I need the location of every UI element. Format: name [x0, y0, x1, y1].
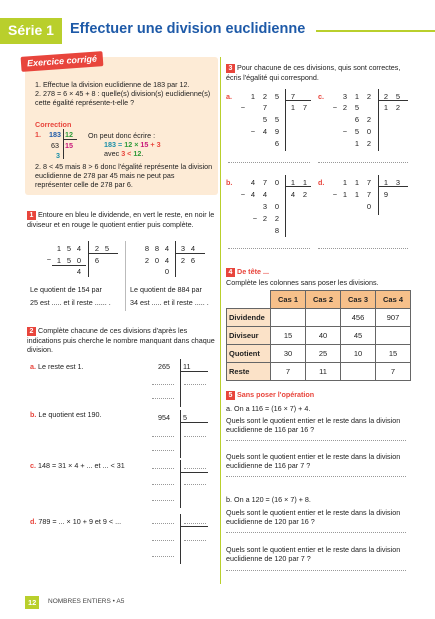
ex3-c-quotient: 1	[383, 103, 389, 112]
ex3-a-bar	[285, 89, 286, 151]
corrige-tag: Exercice corrigé	[21, 51, 104, 72]
ex3-d-digit: 1	[354, 178, 360, 187]
ex2-b-blank[interactable]	[184, 436, 206, 437]
ex2-b-bar	[180, 410, 181, 458]
ex5-b-q2-answer[interactable]	[226, 570, 406, 571]
table-row	[227, 327, 411, 345]
corrige-rest: 3	[56, 151, 60, 160]
ex3-c-row: 2	[342, 103, 348, 112]
ex1-instruction: 1 Entoure en bleu le dividende, en vert le reste, en noir le diviseur et en rouge le quotient entier puis complète.	[27, 210, 215, 229]
ex2-a-dividend: 265	[158, 362, 170, 371]
table-row	[227, 363, 411, 381]
ex3-b-quotient: 4	[290, 190, 296, 199]
ex2-d-blank[interactable]	[184, 540, 206, 541]
ex1-d2-rest: 0	[164, 267, 170, 276]
ex4-cell[interactable]	[271, 309, 306, 327]
ex2-a-divisor: 11	[183, 362, 191, 371]
ex1-d1-minus: −	[46, 255, 52, 264]
ex2-a-line	[180, 371, 208, 372]
ex4-cell: 45	[341, 327, 376, 345]
ex3-c-row: 2	[366, 139, 372, 148]
ex1-d1-digit: 1	[56, 244, 62, 253]
ex3-b-row: 4	[262, 190, 268, 199]
table-row	[227, 309, 411, 327]
ex1-separator	[125, 241, 126, 311]
ex4-header: Cas 4	[376, 291, 411, 309]
ex3-b-divisor: 1	[302, 178, 308, 187]
ex4-cell: 25	[306, 345, 341, 363]
ex1-d1-digit: 4	[76, 244, 82, 253]
ex5-b-q2: Quels sont le quotient entier et le reste dans la division euclidienne de 120 par 7 ?	[226, 545, 401, 563]
ex3-d-row: 7	[366, 190, 372, 199]
ex5-title: 5 Sans poser l'opération	[226, 390, 314, 400]
ex1-badge: 1	[27, 211, 36, 220]
corrige-div-line	[63, 139, 77, 140]
ex3-c-divisor: 2	[383, 92, 389, 101]
ex3-c-row: 2	[366, 115, 372, 124]
ex3-d-digit: 1	[342, 178, 348, 187]
ex3-a-quotient: 1	[290, 103, 296, 112]
ex3-b-digit: 0	[274, 178, 280, 187]
ex1-d1-sub: 5	[66, 256, 72, 265]
corrige-divisor: 12	[65, 130, 73, 139]
ex2-d-blank[interactable]	[152, 523, 174, 524]
ex1-d2-divisor: 4	[190, 244, 196, 253]
serie-tab: Série 1	[0, 18, 62, 44]
ex1-caption1b[interactable]: 25 est ..... et il reste ...... .	[30, 298, 111, 307]
ex1-d2-sub: 0	[154, 256, 160, 265]
ex2-instruction: 2 Complète chacune de ces divisions d'après les indications puis cherche le nombre manquant dans chaque division.	[27, 326, 215, 354]
ex4-cell: 7	[271, 363, 306, 381]
corrige-q2: 2. 278 = 6 × 45 + 8 : quelle(s) division(s) euclidienne(s) cette égalité représente-t-elle ?	[35, 89, 211, 107]
ex3-b-digit: 4	[250, 178, 256, 187]
ex3-c-answer[interactable]	[318, 162, 408, 163]
ex1-d2-sub: 4	[164, 256, 170, 265]
ex4-title: 4 De tête ...	[226, 267, 269, 277]
ex3-b-digit: 7	[262, 178, 268, 187]
ex3-c-row: 6	[354, 115, 360, 124]
ex1-d2-digit: 4	[164, 244, 170, 253]
ex2-a-bar	[180, 359, 181, 407]
ex3-b-quotient: 2	[302, 190, 308, 199]
ex3-c-row: 0	[366, 127, 372, 136]
ex3-c-bar	[378, 89, 379, 151]
corrige-sub: 63	[51, 141, 59, 150]
ex4-cell: 15	[376, 345, 411, 363]
ex2-a-blank[interactable]	[184, 384, 206, 385]
ex3-b-label: b.	[226, 178, 233, 187]
ex4-cell: 30	[271, 345, 306, 363]
ex4-cell: 907	[376, 309, 411, 327]
ex2-a-blank[interactable]	[152, 384, 174, 385]
ex2-b-divisor: 5	[183, 413, 187, 422]
corrige-text1: On peut donc écrire :	[88, 131, 156, 140]
ex1-d2-quotient: 6	[190, 256, 196, 265]
ex4-header: Cas 1	[271, 291, 306, 309]
ex1-d1-quotient: 6	[94, 256, 100, 265]
ex5-b-q1: Quels sont le quotient entier et le reste dans la division euclidienne de 120 par 16 ?	[226, 508, 401, 526]
ex3-b-divisor: 1	[290, 178, 296, 187]
ex3-a-row: 7	[262, 103, 268, 112]
ex1-d1-divisor: 2	[94, 244, 100, 253]
ex1-d1-digit: 5	[66, 244, 72, 253]
ex3-badge: 3	[226, 64, 235, 73]
ex1-d2-digit: 8	[144, 244, 150, 253]
ex1-d1-rest: 4	[76, 267, 82, 276]
ex3-d-divisor: 1	[383, 178, 389, 187]
ex2-d: d. 789 = ... × 10 + 9 et 9 < ...	[30, 517, 122, 526]
ex2-c-line	[180, 472, 208, 473]
ex3-a-label: a.	[226, 92, 232, 101]
corrige-c2: 2. 8 < 45 mais 8 > 6 donc l'égalité représente la division euclidienne de 278 par 45 mais ne peut pas représenter celle de 278 par 6.	[35, 162, 213, 189]
ex4-cell: 11	[306, 363, 341, 381]
ex2-c-bar	[180, 460, 181, 508]
ex4-cell: 15	[271, 327, 306, 345]
ex5-a-q2-answer[interactable]	[226, 476, 406, 477]
ex3-d-row: 1	[354, 190, 360, 199]
ex3-b-row: 4	[250, 190, 256, 199]
ex2-d-bar	[180, 514, 181, 564]
ex2-d-blank[interactable]	[152, 556, 174, 557]
ex3-d-label: d.	[318, 178, 325, 187]
ex3-a-digit: 2	[262, 92, 268, 101]
ex3-d-bar	[378, 175, 379, 215]
ex3-c-row: 5	[354, 103, 360, 112]
column-divider	[220, 57, 221, 584]
corrige-dividend: 183	[49, 130, 61, 139]
ex3-d-row: 0	[366, 202, 372, 211]
ex2-c: c. 148 = 31 × 4 + ... et ... < 31	[30, 461, 125, 470]
ex3-b-row: 2	[274, 214, 280, 223]
ex3-b-answer[interactable]	[228, 248, 310, 249]
ex4-instruction: Complète les colonnes sans poser les divisions.	[226, 278, 379, 287]
ex4-table	[226, 290, 411, 381]
title-underline	[316, 30, 435, 32]
table-row	[227, 345, 411, 363]
ex4-header: Cas 3	[341, 291, 376, 309]
ex5-b-eq: b. On a 120 = (16 × 7) + 8.	[226, 495, 311, 504]
ex2-badge: 2	[27, 327, 36, 336]
ex3-b-row: 0	[274, 202, 280, 211]
ex3-a-digit: 5	[274, 92, 280, 101]
ex2-c-blank[interactable]	[152, 484, 174, 485]
ex3-c-digit: 2	[366, 92, 372, 101]
ex4-badge: 4	[226, 268, 235, 277]
ex3-b-row: 2	[262, 214, 268, 223]
ex4-header: Cas 2	[306, 291, 341, 309]
ex3-c-divisor: 5	[395, 92, 401, 101]
ex2-a-blank[interactable]	[152, 398, 174, 399]
corrige-equation: 183 = 12 × 15 + 3	[104, 140, 161, 149]
correction-label: Correction	[35, 120, 72, 129]
corrige-quotient: 15	[65, 141, 73, 150]
corrige-q1: 1. Effectue la division euclidienne de 183 par 12.	[35, 80, 190, 89]
ex3-b-row: 8	[274, 226, 280, 235]
ex1-d2-divisor: 3	[180, 244, 186, 253]
ex1-d1-sub: 1	[56, 256, 62, 265]
ex3-d-divisor: 3	[395, 178, 401, 187]
ex3-c-digit: 1	[354, 92, 360, 101]
ex2-b-dividend: 954	[158, 413, 170, 422]
ex3-d-quotient: 9	[383, 190, 389, 199]
corrige-div-bar	[63, 129, 64, 159]
corrige-condition: avec 3 < 12.	[104, 149, 144, 158]
ex2-c-blank[interactable]	[184, 484, 206, 485]
ex4-cell: 7	[376, 363, 411, 381]
ex2-c-blank[interactable]	[152, 500, 174, 501]
ex1-d1-divisor: 5	[104, 244, 110, 253]
ex1-d2-quotient: 2	[180, 256, 186, 265]
ex5-a-q2: Quels sont le quotient entier et le reste dans la division euclidienne de 116 par 7 ?	[226, 452, 401, 470]
ex3-a-row: 6	[274, 139, 280, 148]
ex4-cell: 10	[341, 345, 376, 363]
ex3-a-row: 9	[274, 127, 280, 136]
ex2-b: b. Le quotient est 190.	[30, 410, 102, 419]
ex3-a-divisor: 7	[290, 92, 296, 101]
ex2-c-blank[interactable]	[152, 468, 174, 469]
ex4-row-label: Quotient	[227, 345, 271, 363]
ex3-a-digit: 1	[250, 92, 256, 101]
correction-1-label: 1.	[35, 130, 41, 139]
ex3-a-row: 4	[262, 127, 268, 136]
ex2-d-blank[interactable]	[152, 540, 174, 541]
ex3-c-quotient: 2	[395, 103, 401, 112]
ex3-d-row: 1	[342, 190, 348, 199]
page-title: Effectuer une division euclidienne	[70, 21, 306, 37]
ex4-cell: 456	[341, 309, 376, 327]
ex1-caption2b[interactable]: 34 est ..... et il reste ..... .	[130, 298, 209, 307]
ex5-a-q1-answer[interactable]	[226, 440, 406, 441]
ex3-a-row: 5	[274, 115, 280, 124]
ex4-row-label: Diviseur	[227, 327, 271, 345]
ex3-a-answer[interactable]	[228, 162, 310, 163]
ex3-d-digit: 7	[366, 178, 372, 187]
ex3-d-answer[interactable]	[318, 248, 408, 249]
ex1-caption2: Le quotient de 884 par	[130, 285, 202, 294]
ex4-cell[interactable]	[306, 309, 341, 327]
ex2-b-blank[interactable]	[152, 450, 174, 451]
ex3-c-digit: 3	[342, 92, 348, 101]
ex1-caption1: Le quotient de 154 par	[30, 285, 102, 294]
ex3-b-row: 3	[262, 202, 268, 211]
ex5-b-q1-answer[interactable]	[226, 532, 406, 533]
ex2-b-line	[180, 422, 208, 423]
ex2-d-blank[interactable]	[184, 523, 206, 524]
ex4-row-label: Dividende	[227, 309, 271, 327]
page-number: 12	[25, 596, 39, 609]
ex1-d1-bar	[88, 241, 89, 277]
ex2-d-line	[180, 526, 208, 527]
ex5-a-q1: Quels sont le quotient entier et le reste dans la division euclidienne de 116 par 16 ?	[226, 416, 401, 434]
ex4-cell: 40	[306, 327, 341, 345]
ex3-b-bar	[285, 175, 286, 237]
ex5-a-eq: a. On a 116 = (16 × 7) + 4.	[226, 404, 311, 413]
ex3-a-row: 5	[262, 115, 268, 124]
ex1-d2-bar	[175, 241, 176, 277]
ex5-badge: 5	[226, 391, 235, 400]
ex1-d1-subline	[52, 265, 86, 266]
ex3-c-row: 1	[354, 139, 360, 148]
ex2-b-blank[interactable]	[152, 436, 174, 437]
ex1-d2-digit: 8	[154, 244, 160, 253]
ex3-c-row: 5	[354, 127, 360, 136]
ex3-instruction: 3 Pour chacune de ces divisions, quis sont correctes, écris l'égalité qui correspond.	[226, 63, 401, 82]
ex4-row-label: Reste	[227, 363, 271, 381]
ex3-a-quotient: 7	[302, 103, 308, 112]
ex4-cell[interactable]	[376, 327, 411, 345]
ex1-d2-sub: 2	[144, 256, 150, 265]
ex2-a: a. Le reste est 1.	[30, 362, 84, 371]
footer-text: NOMBRES ENTIERS • A5	[48, 598, 125, 605]
ex4-cell[interactable]	[341, 363, 376, 381]
ex2-c-blank[interactable]	[184, 468, 206, 469]
ex3-c-label: c.	[318, 92, 324, 101]
ex1-d1-sub: 0	[76, 256, 82, 265]
